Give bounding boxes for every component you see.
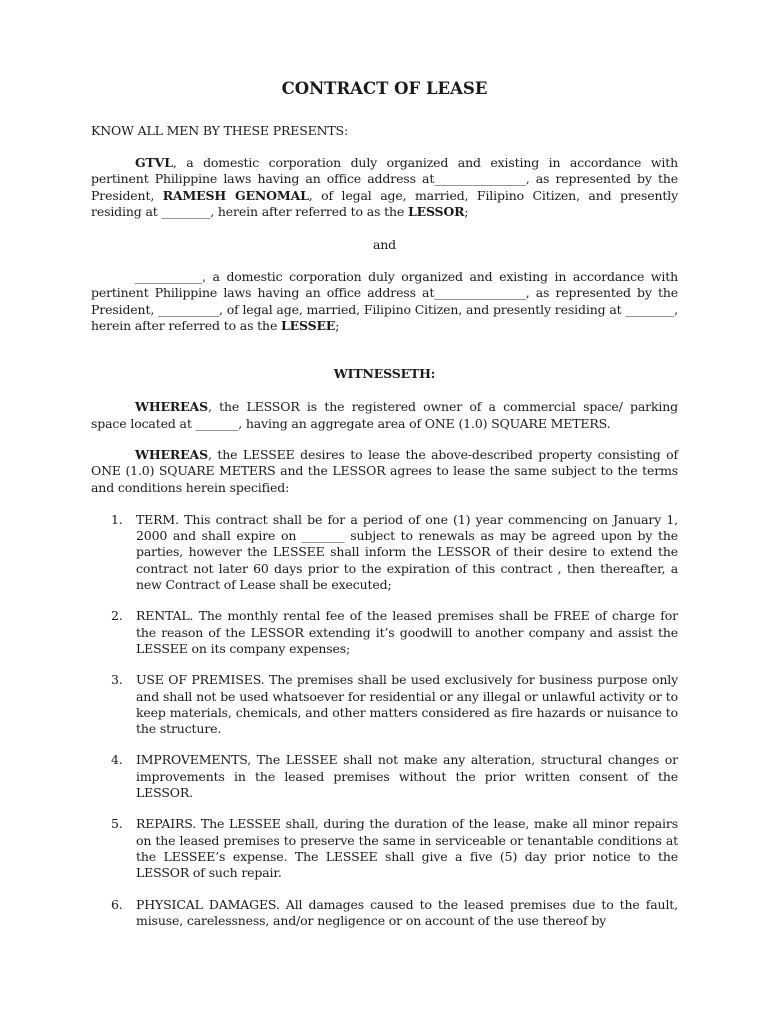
party-lessor-paragraph: [91, 155, 678, 220]
clause-number: 6.: [111, 896, 123, 912]
lessee-end: ;: [335, 318, 340, 334]
and-separator: and: [372, 237, 397, 253]
lessor-text-part2: , of legal age, married, Filipino Citizen, and presently residing at ________, herein after referred to as the: [91, 187, 679, 219]
whereas-text-1: , the LESSOR is the registered owner of a commercial space/ parking space located at _______, having an aggregate area of ONE (1.0) SQUARE METERS.: [91, 399, 678, 431]
lessor-role: LESSOR: [407, 203, 465, 219]
clause-item: [91, 608, 678, 657]
lessor-text-part1: , a domestic corporation duly organized and existing in accordance with pertinent Philippine laws having an office address at_______________, as represented by the President,: [91, 155, 678, 203]
lessor-end: ;: [464, 203, 469, 219]
clause-number: 4.: [111, 752, 123, 768]
lessor-president-name: RAMESH GENOMAL: [162, 187, 309, 203]
whereas-lead-1: WHEREAS: [135, 399, 208, 415]
clause-text: TERM. This contract shall be for a period of one (1) year commencing on January 1, 2000 and shall expire on _______ subject to renewals as may be agreed upon by the parties, however the LESSEE shall inform the LESSOR of their desire to extend the contract not later 60 days prior to the expiration of this contract , then thereafter, a new Contract of Lease shall be executed;: [136, 511, 678, 593]
clause-number: 1.: [111, 511, 123, 527]
clause-text: IMPROVEMENTS, The LESSEE shall not make any alteration, structural changes or improvements in the leased premises without the prior written consent of the LESSOR.: [136, 752, 678, 801]
whereas-paragraph-2: [91, 447, 678, 496]
clause-text: REPAIRS. The LESSEE shall, during the duration of the lease, make all minor repairs on the leased premises to preserve the same in serviceable or tenantable conditions at the LESSEE’s expense. The LESSEE shall give a five (5) day prior notice to the LESSOR of such repair.: [136, 816, 678, 881]
preamble: KNOW ALL MEN BY THESE PRESENTS:: [91, 123, 349, 138]
lessee-role: LESSEE: [281, 318, 336, 334]
whereas-text-2: , the LESSEE desires to lease the above-described property consisting of ONE (1.0) SQUARE METERS and the LESSOR agrees to lease the same subject to the terms and conditions herein specified:: [91, 446, 678, 495]
clause-item: [91, 752, 678, 801]
clause-number: 2.: [111, 608, 123, 624]
whereas-paragraph-1: [91, 399, 678, 432]
clause-item: [91, 816, 678, 881]
clause-list: [91, 512, 678, 929]
clause-number: 3.: [111, 672, 123, 688]
whereas-lead-2: WHEREAS: [135, 446, 208, 462]
witnesseth-heading: WITNESSETH:: [333, 366, 436, 382]
clause-text: USE OF PREMISES. The premises shall be used exclusively for business purpose only and shall not be used whatsoever for residential or any illegal or unlawful activity or to keep materials, chemicals, and other matters considered as fire hazards or nuisance to the structure.: [136, 672, 678, 737]
lessor-company-name: GTVL: [135, 155, 173, 170]
clause-text: RENTAL. The monthly rental fee of the leased premises shall be FREE of charge for the reason of the LESSOR extending it’s goodwill to another company and assist the LESSEE on its company expenses;: [136, 608, 678, 656]
party-lessee-paragraph: [91, 269, 678, 334]
clause-item: [91, 672, 678, 737]
clause-number: 5.: [111, 816, 123, 832]
clause-text: PHYSICAL DAMAGES. All damages caused to the leased premises due to the fault, misuse, carelessness, and/or negligence or on account of the use thereof by: [136, 896, 678, 928]
clause-item: [91, 897, 678, 930]
document-title: CONTRACT OF LEASE: [281, 79, 488, 98]
lessee-text: ___________, a domestic corporation duly organized and existing in accordance with pertinent Philippine laws having an office address at_______________, as represented by the President, __________, of legal age, married, Filipino Citizen, and presently residing at ________, herein after referred to as the: [91, 269, 678, 334]
clause-item: [91, 512, 678, 593]
